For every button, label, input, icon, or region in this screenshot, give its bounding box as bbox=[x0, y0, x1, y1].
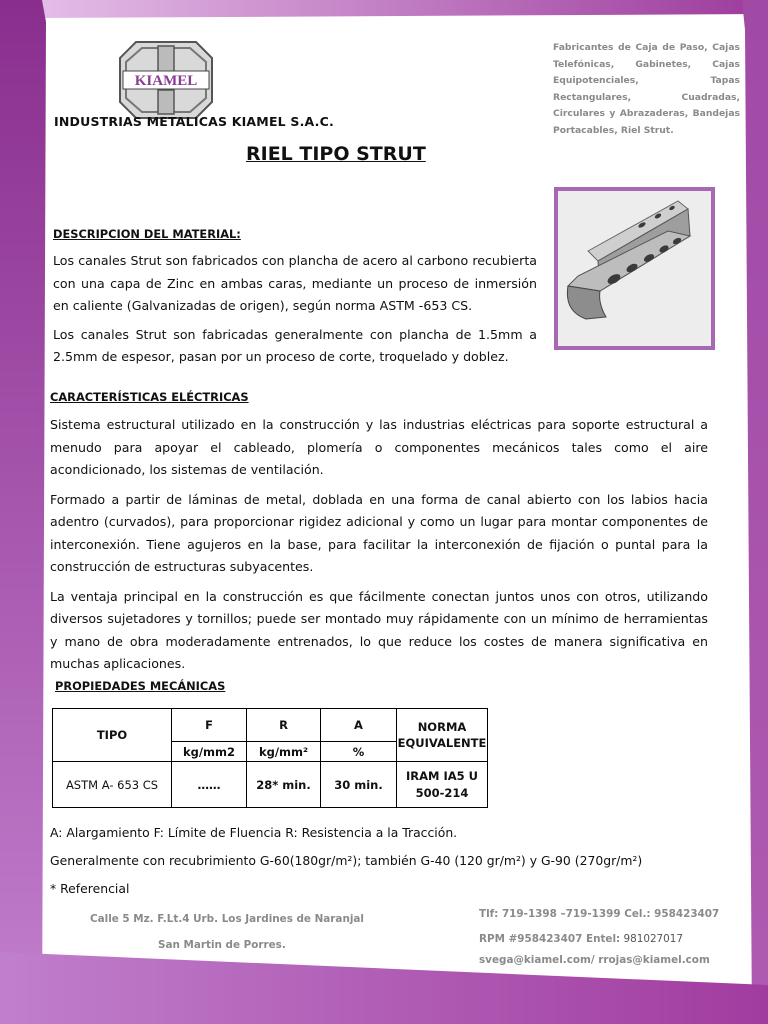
email-addresses: svega@kiamel.com/ rrojas@kiamel.com bbox=[479, 954, 710, 966]
header-f: F bbox=[172, 709, 247, 742]
cell-tipo: ASTM A- 653 CS bbox=[53, 762, 172, 808]
cell-f: …… bbox=[172, 762, 247, 808]
cell-norma-line-2: 500-214 bbox=[415, 785, 469, 800]
cell-r: 28* min. bbox=[247, 762, 321, 808]
material-paragraph-1: Los canales Strut son fabricados con plancha de acero al carbono recubierta con una capa de Zinc en ambas caras, mediante un proceso de inmersión en caliente (Galvanizadas de origen), según norma ASTM -653 CS. bbox=[53, 253, 537, 313]
material-heading: DESCRIPCION DEL MATERIAL: bbox=[53, 227, 241, 241]
electrical-description bbox=[50, 414, 708, 676]
material-paragraph-2: Los canales Strut son fabricadas generalmente con plancha de 1.5mm a 2.5mm de espesor, pasan por un proceso de corte, troquelado y doblez. bbox=[53, 326, 537, 364]
electrical-paragraph-3: La ventaja principal en la construcción es que fácilmente conectan juntos unos con otros, utilizando diversos sujetadores y tornillos; puede ser montado muy rápidamente con un mínimo de herramientas y mano de obra moderadamente entrenados, lo que reduce los costes de manera significativa en muchas aplicaciones. bbox=[50, 588, 708, 671]
products-description: Fabricantes de Caja de Paso, Cajas Telefónicas, Gabinetes, Cajas Equipotenciales, Tapas Rectangulares, Cuadradas, Circulares y Abrazaderas, Bandejas Portacables, Riel Strut. bbox=[553, 42, 740, 136]
phone-numbers: Tlf: 719-1398 –719-1399 Cel.: 958423407 bbox=[479, 908, 720, 920]
material-description bbox=[53, 250, 537, 369]
electrical-heading: CARACTERÍSTICAS ELÉCTRICAS bbox=[50, 390, 249, 404]
strut-channel-photo bbox=[554, 187, 715, 350]
header-norma: NORMA EQUIVALENTE bbox=[397, 709, 488, 762]
entel-number: 981027017 bbox=[620, 933, 684, 945]
footnote: * Referencial bbox=[50, 881, 130, 896]
company-name: INDUSTRIAS METALICAS KIAMEL S.A.C. bbox=[54, 114, 334, 129]
page-title: RIEL TIPO STRUT bbox=[246, 143, 426, 165]
rpm-entel bbox=[479, 933, 683, 945]
header-tipo: TIPO bbox=[53, 709, 172, 762]
rpm-label: RPM #958423407 Entel: bbox=[479, 933, 621, 945]
cell-norma bbox=[397, 762, 488, 808]
mechanical-heading: PROPIEDADES MECÁNICAS bbox=[55, 679, 226, 693]
electrical-paragraph-2: Formado a partir de láminas de metal, doblada en una forma de canal abierto con los labios hacia adentro (curvados), para proporcionar rigidez adicional y como un lugar para montar componentes de interconexión. Tiene agujeros en la base, para facilitar la interconexión de fijación o puntal para la construcción de estructuras subyacentes. bbox=[50, 491, 708, 574]
kiamel-logo bbox=[118, 40, 214, 120]
cell-a: 30 min. bbox=[321, 762, 397, 808]
address-line-2: San Martin de Porres. bbox=[158, 939, 286, 951]
address-line-1: Calle 5 Mz. F.Lt.4 Urb. Los Jardines de Naranjal bbox=[90, 913, 364, 925]
header-a: A bbox=[321, 709, 397, 742]
legend-note: A: Alargamiento F: Límite de Fluencia R: Resistencia a la Tracción. bbox=[50, 825, 458, 840]
unit-r: kg/mm² bbox=[247, 742, 321, 762]
electrical-paragraph-1: Sistema estructural utilizado en la construcción y las industrias eléctricas para soporte estructural a menudo para apoyar el cableado, plomería o componentes mecánicos tales como el aire acondicionado, los sistemas de ventilación. bbox=[50, 417, 708, 477]
mechanical-properties-table bbox=[52, 708, 488, 808]
cell-norma-line-1: IRAM IA5 U bbox=[405, 768, 478, 783]
unit-f: kg/mm2 bbox=[172, 742, 247, 762]
unit-a: % bbox=[321, 742, 397, 762]
header-r: R bbox=[247, 709, 321, 742]
coating-note: Generalmente con recubrimiento G-60(180gr/m²); también G-40 (120 gr/m²) y G-90 (270gr/m²) bbox=[50, 853, 643, 868]
svg-text:KIAMEL: KIAMEL bbox=[134, 73, 198, 89]
